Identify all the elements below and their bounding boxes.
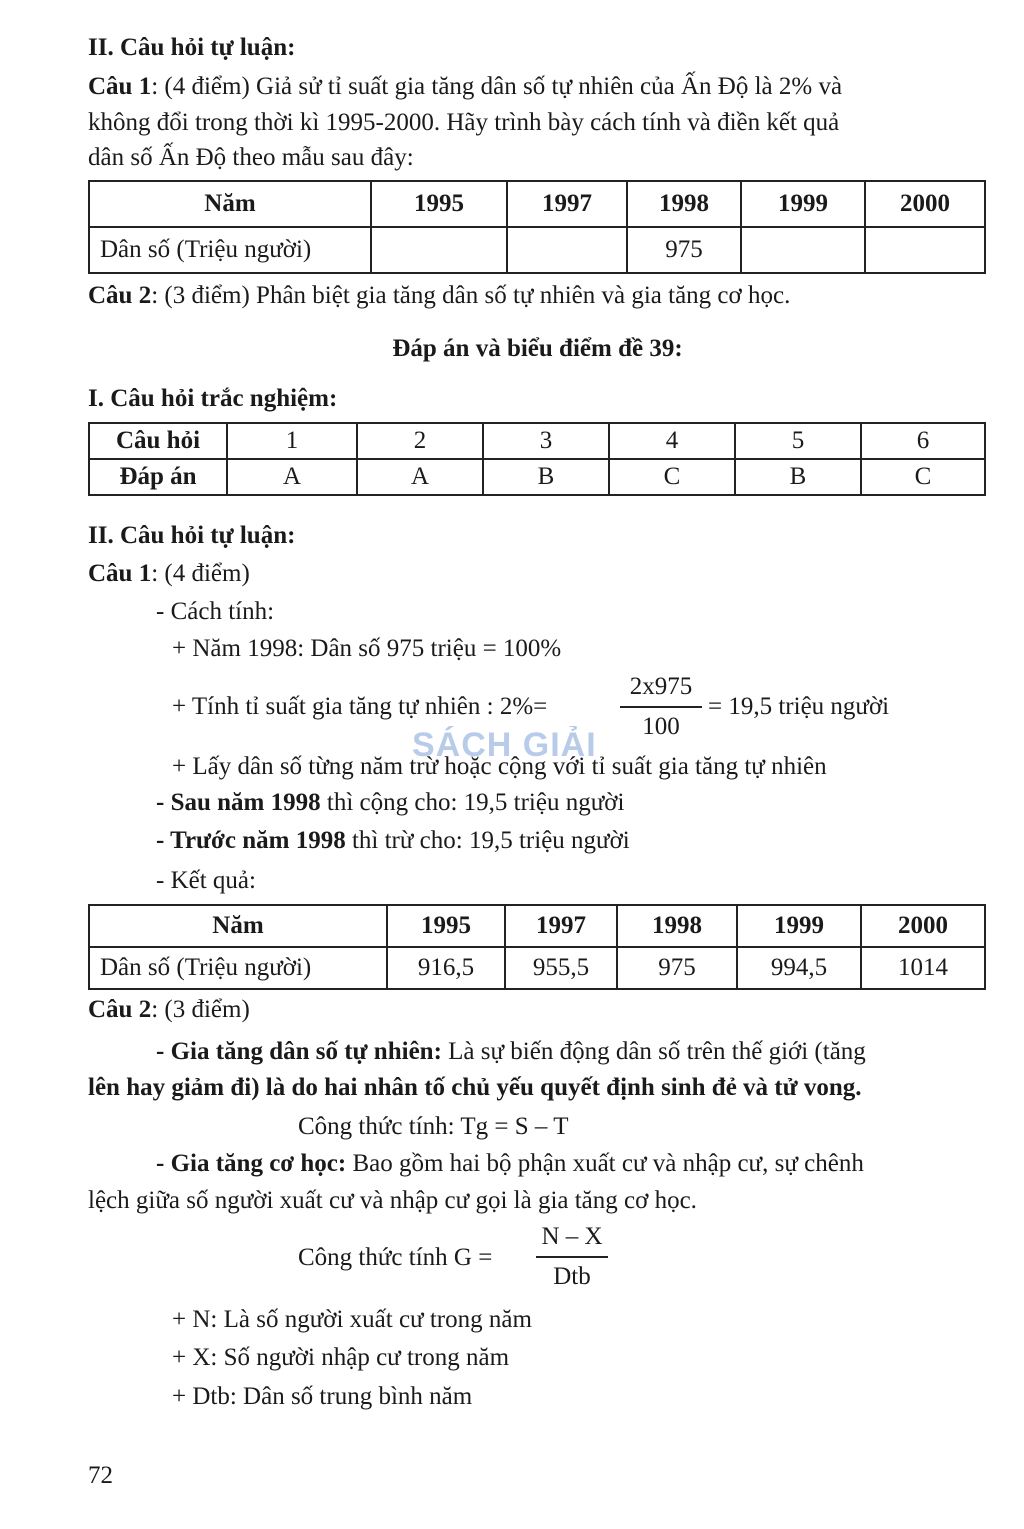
definition-dtb: + Dtb: Dân số trung bình năm — [172, 1383, 473, 1410]
natural-growth-line-1 — [156, 1037, 986, 1067]
question-2-label: Câu 2 — [88, 282, 152, 309]
natural-growth-label: - Gia tăng dân số tự nhiên: — [156, 1038, 442, 1065]
question-1-text-1: : (4 điểm) Giả sử tỉ suất gia tăng dân số tự nhiên của Ấn Độ là 2% và — [151, 73, 843, 100]
mc-answer-cell: A — [227, 459, 357, 495]
table-header-cell: 1995 — [371, 181, 507, 227]
mc-question-cell: 1 — [227, 423, 357, 459]
question-2-line — [88, 281, 790, 311]
table-header-cell: 1999 — [737, 905, 861, 947]
answer-essay-heading: II. Câu hỏi tự luận: — [88, 522, 296, 549]
mc-question-cell: 5 — [735, 423, 861, 459]
answer-q2-score: : (3 điểm) — [151, 996, 250, 1023]
formula-denominator: Dtb — [553, 1263, 591, 1290]
definition-n: + N: Là số người xuất cư trong năm — [172, 1306, 532, 1333]
formula-numerator: N – X — [541, 1223, 603, 1250]
question-2-text: : (3 điểm) Phân biệt gia tăng dân số tự nhiên và gia tăng cơ học. — [151, 282, 791, 309]
mc-answer-cell: B — [483, 459, 609, 495]
mechanical-growth-text-1: Bao gồm hai bộ phận xuất cư và nhập cư, sự chênh — [352, 1150, 864, 1177]
answer-q1-line — [88, 559, 250, 589]
watermark-logo: SÁCH GIẢI — [412, 726, 597, 764]
table-header-cell: 1997 — [507, 181, 627, 227]
mc-answer-cell: C — [609, 459, 735, 495]
mc-answer-cell: C — [861, 459, 985, 495]
after-1998-text: thì cộng cho: 19,5 triệu người — [326, 789, 625, 816]
table-header-cell: 1998 — [627, 181, 741, 227]
mc-question-cell: 2 — [357, 423, 483, 459]
table-cell — [865, 227, 985, 273]
question-1-line-2: không đổi trong thời kì 1995-2000. Hãy trình bày cách tính và điền kết quả — [88, 109, 840, 136]
result-label: - Kết quả: — [156, 867, 256, 894]
table-header-cell: 1995 — [387, 905, 505, 947]
population-result-table — [88, 904, 986, 990]
page-number: 72 — [88, 1462, 113, 1489]
mc-answer-cell: B — [735, 459, 861, 495]
before-1998-text: thì trừ cho: 19,5 triệu người — [351, 827, 630, 854]
table-cell: 994,5 — [737, 947, 861, 989]
formula-natural: Công thức tính: Tg = S – T — [298, 1113, 569, 1140]
table-cell — [507, 227, 627, 273]
mc-heading: I. Câu hỏi trắc nghiệm: — [88, 385, 338, 412]
mc-answer-table — [88, 422, 986, 496]
table-header-cell: 1999 — [741, 181, 865, 227]
step-3: + Lấy dân số từng năm trừ hoặc cộng với tỉ suất gia tăng tự nhiên — [172, 753, 827, 780]
table-header-year: Năm — [89, 905, 387, 947]
mc-question-cell: 6 — [861, 423, 985, 459]
table-cell — [741, 227, 865, 273]
before-1998-line — [156, 826, 630, 856]
mc-answer-cell: A — [357, 459, 483, 495]
step-2-numerator: 2x975 — [629, 673, 693, 700]
mc-question-label: Câu hỏi — [89, 423, 227, 459]
answer-q2-label: Câu 2 — [88, 996, 152, 1023]
natural-growth-line-2: lên hay giảm đi) là do hai nhân tố chủ yếu quyết định sinh đẻ và tử vong. — [88, 1074, 862, 1101]
step-2-prefix: + Tính tỉ suất gia tăng tự nhiên : 2%= — [172, 693, 548, 720]
before-1998-label: - Trước năm 1998 — [156, 827, 346, 854]
after-1998-label: - Sau năm 1998 — [156, 789, 321, 816]
question-1-label: Câu 1 — [88, 73, 152, 100]
answer-title: Đáp án và biểu điểm đề 39: — [392, 335, 683, 362]
table-header-year: Năm — [89, 181, 371, 227]
formula-mechanical-prefix: Công thức tính G = — [298, 1244, 493, 1271]
natural-growth-text-1: Là sự biến động dân số trên thế giới (tăng — [448, 1038, 866, 1065]
table-header-cell: 1997 — [505, 905, 617, 947]
table-header-cell: 2000 — [861, 905, 985, 947]
step-2-denominator: 100 — [642, 713, 680, 740]
definition-x: + X: Số người nhập cư trong năm — [172, 1344, 510, 1371]
table-row-label: Dân số (Triệu người) — [89, 227, 371, 273]
table-cell: 1014 — [861, 947, 985, 989]
after-1998-line — [156, 788, 624, 818]
fraction-bar — [536, 1256, 608, 1258]
table-header-cell: 1998 — [617, 905, 737, 947]
mechanical-growth-label: - Gia tăng cơ học: — [156, 1150, 347, 1177]
fraction-bar — [620, 706, 702, 708]
method-label: - Cách tính: — [156, 598, 275, 625]
step-2-suffix: = 19,5 triệu người — [708, 693, 890, 720]
table-row-label: Dân số (Triệu người) — [89, 947, 387, 989]
essay-heading: II. Câu hỏi tự luận: — [88, 34, 296, 61]
answer-q1-label: Câu 1 — [88, 560, 152, 587]
table-header-cell: 2000 — [865, 181, 985, 227]
answer-q1-score: : (4 điểm) — [151, 560, 250, 587]
answer-q2-line — [88, 995, 250, 1025]
mc-answer-label: Đáp án — [89, 459, 227, 495]
table-cell — [371, 227, 507, 273]
table-cell: 916,5 — [387, 947, 505, 989]
step-1: + Năm 1998: Dân số 975 triệu = 100% — [172, 635, 562, 662]
mc-question-cell: 4 — [609, 423, 735, 459]
mechanical-growth-line-1 — [156, 1149, 986, 1179]
population-template-table — [88, 180, 986, 274]
question-1-line-3: dân số Ấn Độ theo mẫu sau đây: — [88, 144, 414, 171]
question-1-line-1 — [88, 72, 984, 102]
mc-question-cell: 3 — [483, 423, 609, 459]
table-cell: 955,5 — [505, 947, 617, 989]
step-2-fraction — [620, 672, 702, 742]
mechanical-growth-line-2: lệch giữa số người xuất cư và nhập cư gọi là gia tăng cơ học. — [88, 1187, 697, 1214]
table-cell: 975 — [617, 947, 737, 989]
formula-mechanical-fraction — [536, 1222, 608, 1292]
table-cell: 975 — [627, 227, 741, 273]
